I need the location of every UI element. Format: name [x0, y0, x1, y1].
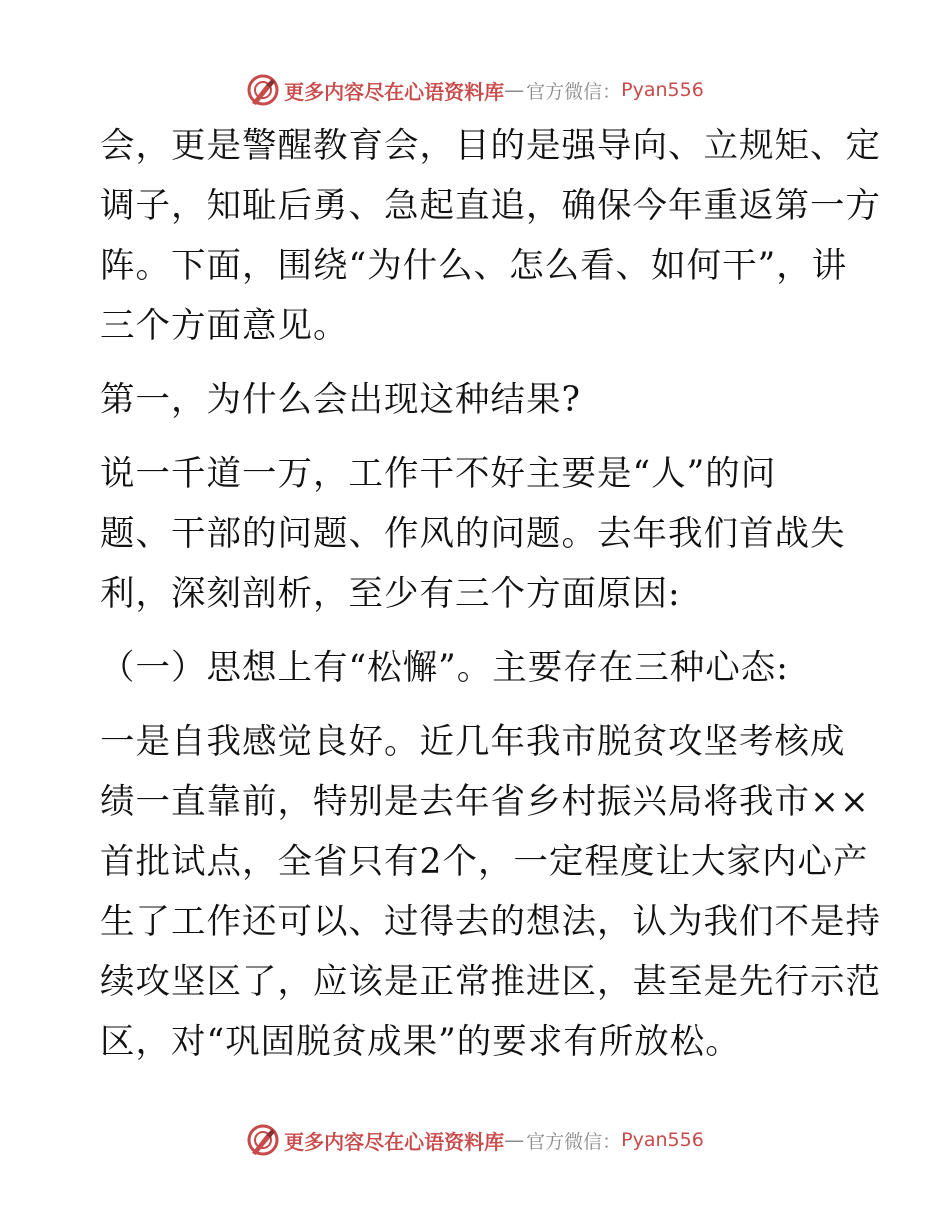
text-line: 利，深刻剖析，至少有三个方面原因: — [100, 574, 681, 614]
text-line: 一是自我感觉良好。近几年我市脱贫攻坚考核成 — [100, 722, 846, 762]
pen-logo-icon — [246, 73, 280, 107]
text-line: 续攻坚区了，应该是正常推进区，甚至是先行示范 — [100, 962, 881, 1002]
watermark-separator: — — [504, 78, 525, 102]
header-watermark — [0, 72, 950, 108]
paragraph-reasons — [100, 444, 860, 624]
watermark-site-text: 更多内容尽在心语资料库 — [284, 79, 505, 104]
text-line: 题、干部的问题、作风的问题。去年我们首战失 — [100, 514, 846, 554]
watermark-wechat-id: Pyan556 — [621, 1129, 704, 1151]
text-line: 会，更是警醒教育会，目的是强导向、立规矩、定 — [100, 126, 881, 166]
watermark-wechat-label: 官方微信： — [526, 1130, 622, 1153]
text-line: 说一千道一万，工作干不好主要是“人”的问 — [100, 454, 777, 494]
watermark-wechat-label: 官方微信： — [526, 80, 622, 103]
watermark-separator: — — [504, 1128, 525, 1152]
watermark-wechat-id: Pyan556 — [621, 79, 704, 101]
text-line: 阵。下面，围绕“为什么、怎么看、如何干”，讲 — [100, 246, 848, 286]
document-body — [100, 116, 881, 1072]
text-line: 绩一直靠前，特别是去年省乡村振兴局将我市×× — [100, 782, 870, 822]
footer-watermark — [0, 1122, 950, 1158]
text-line: 区，对“巩固脱贫成果”的要求有所放松。 — [100, 1022, 741, 1062]
text-line: 调子，知耻后勇、急起直追，确保今年重返第一方 — [100, 186, 881, 226]
section-heading-first — [100, 370, 860, 430]
text-line: 第一，为什么会出现这种结果? — [100, 380, 581, 420]
text-line: 三个方面意见。 — [100, 306, 349, 346]
pen-logo-icon — [246, 1123, 280, 1157]
text-line: 首批试点，全省只有2个，一定程度让大家内心产 — [100, 842, 869, 882]
watermark-site-text: 更多内容尽在心语资料库 — [284, 1129, 505, 1154]
text-line: 生了工作还可以、过得去的想法，认为我们不是持 — [100, 902, 881, 942]
text-line: （一）思想上有“松懈”。主要存在三种心态: — [100, 648, 789, 688]
subsection-heading-one — [100, 638, 860, 698]
paragraph-point-one — [100, 712, 881, 1072]
paragraph-intro — [100, 116, 881, 356]
